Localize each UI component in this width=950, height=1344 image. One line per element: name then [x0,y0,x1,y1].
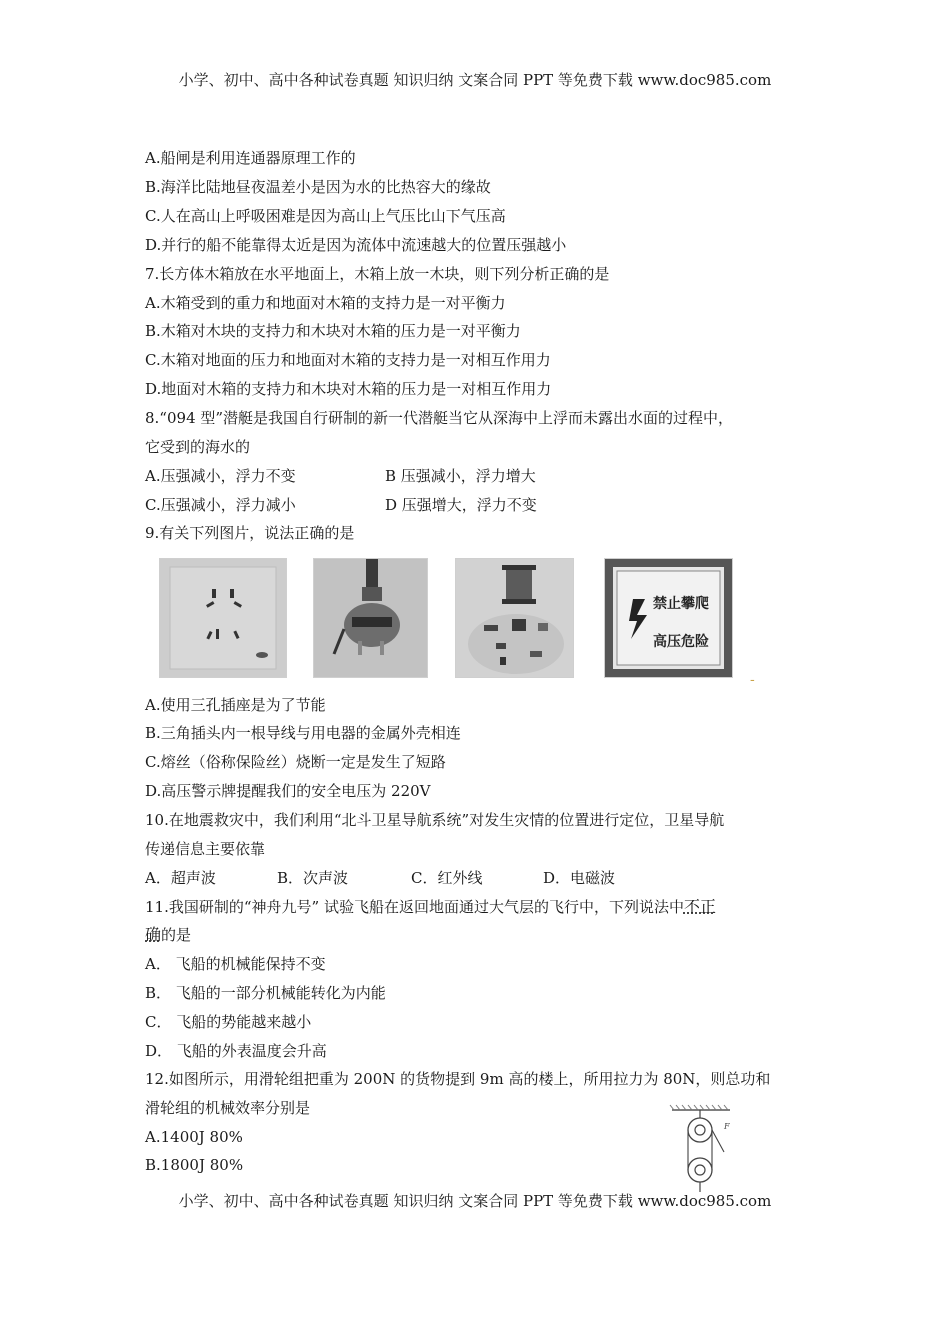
force-label: F [724,1122,730,1131]
q8-option-b: B 压强减小，浮力增大 [385,467,536,485]
q12-option-b: B.1800J 80% [145,1156,244,1174]
q8-options-row2 [145,495,537,515]
q10-option-a: A．超声波 [145,869,216,887]
q9-stem: 9.有关下列图片，说法正确的是 [145,524,355,542]
q10-option-c: C．红外线 [411,869,483,887]
q10-options [145,868,616,888]
socket-photo [159,558,287,678]
q11-emphasis-2: 确 [145,925,162,944]
q9-option-c: C.熔丝（俗称保险丝）烧断一定是发生了短路 [145,753,446,771]
q11-option-c: C． 飞船的势能越来越小 [145,1013,312,1031]
q6-option-a: A.船闸是利用连通器原理工作的 [145,149,356,167]
q11-stem-text: 11.我国研制的“神舟九号” 试验飞船在返回地面通过大气层的飞行中，下列说法中 [145,898,684,916]
q8-options-row1 [145,466,536,486]
pulley-diagram [668,1104,738,1194]
q11-stem-rest: 的是 [161,926,192,944]
q10-option-d: D．电磁波 [543,869,616,887]
page-footer: 小学、初中、高中各种试卷真题 知识归纳 文案合同 PPT 等免费下载 www.doc985.com [178,1192,772,1210]
q7-option-b: B.木箱对木块的支持力和木块对木箱的压力是一对平衡力 [145,322,521,340]
q9-option-a: A.使用三孔插座是为了节能 [145,696,326,714]
q8-option-c: C.压强减小，浮力减小 [145,496,296,514]
q9-option-b: B.三角插头内一根导线与用电器的金属外壳相连 [145,724,461,742]
q10-option-b: B．次声波 [277,869,349,887]
q11-emphasis-1: 不正 [683,897,716,916]
q7-option-c: C.木箱对地面的压力和地面对木箱的支持力是一对相互作用力 [145,351,551,369]
q9-option-d: D.高压警示牌提醒我们的安全电压为 220V [145,782,431,800]
stray-mark: - [750,672,755,688]
q10-stem-line1: 10.在地震救灾中，我们利用“北斗卫星导航系统”对发生灾情的位置进行定位，卫星导航 [145,811,725,829]
q7-option-d: D.地面对木箱的支持力和木块对木箱的压力是一对相互作用力 [145,380,552,398]
q7-stem: 7.长方体木箱放在水平地面上，木箱上放一木块，则下列分析正确的是 [145,265,610,283]
q8-option-a: A.压强减小，浮力不变 [145,467,296,485]
fuse-photo [455,558,574,678]
q10-stem-line2: 传递信息主要依靠 [145,840,266,858]
q12-option-a: A.1400J 80% [145,1128,243,1146]
q8-option-d: D 压强增大，浮力不变 [385,496,537,514]
q6-option-d: D.并行的船不能靠得太近是因为流体中流速越大的位置压强越小 [145,236,567,254]
q6-option-c: C.人在高山上呼吸困难是因为高山上气压比山下气压高 [145,207,506,225]
q7-option-a: A.木箱受到的重力和地面对木箱的支持力是一对平衡力 [145,294,506,312]
q6-option-b: B.海洋比陆地昼夜温差小是因为水的比热容大的缘故 [145,178,491,196]
q11-option-b: B． 飞船的一部分机械能转化为内能 [145,984,386,1002]
sign-text-line1: 禁止攀爬 [653,596,709,612]
q12-stem-line2: 滑轮组的机械效率分别是 [145,1099,311,1117]
q8-stem-line2: 它受到的海水的 [145,438,251,456]
q11-option-d: D． 飞船的外表温度会升高 [145,1042,327,1060]
warning-sign-photo [604,558,733,678]
plug-photo [313,558,428,678]
page-header: 小学、初中、高中各种试卷真题 知识归纳 文案合同 PPT 等免费下载 www.doc985.com [178,71,772,89]
q11-stem-line2 [145,925,191,945]
q12-stem-line1: 12.如图所示，用滑轮组把重为 200N 的货物提到 9m 高的楼上，所用拉力为 80N，则总功和 [145,1070,771,1088]
q11-stem-line1 [145,897,716,917]
q8-stem-line1: 8.“094 型”潜艇是我国自行研制的新一代潜艇当它从深海中上浮而未露出水面的过程中， [145,409,734,427]
q11-option-a: A． 飞船的机械能保持不变 [145,955,326,973]
sign-text-line2: 高压危险 [653,634,709,650]
